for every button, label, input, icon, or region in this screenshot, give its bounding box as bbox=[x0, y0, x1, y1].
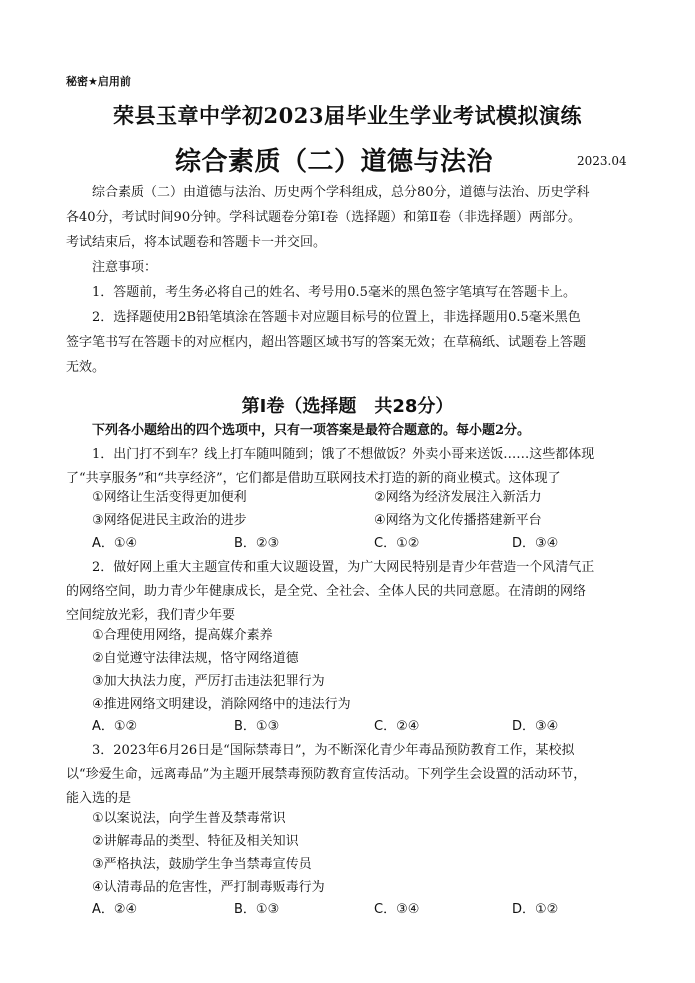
q2-option-d: D．③④ bbox=[512, 719, 559, 734]
note-2-line-2: 签字笔书写在答题卡的对应框内，超出答题区域书写的答案无效；在草稿纸、试题卷上答题 bbox=[66, 335, 587, 350]
q1-stem-line-2: 了“共享服务”和“共享经济”，它们都是借助互联网技术打造的新的商业模式。这体现了 bbox=[66, 471, 561, 486]
q1-statement-1: ①网络让生活变得更加便利 bbox=[92, 490, 247, 505]
intro-line-1: 综合素质（二）由道德与法治、历史两个学科组成，总分80分，道德与法治、历史学科 bbox=[92, 185, 590, 200]
q2-statement-2: ②自觉遵守法律法规，恪守网络道德 bbox=[92, 651, 299, 666]
exam-title: 荣县玉章中学初2023届毕业生学业考试模拟演练 bbox=[113, 103, 582, 128]
q2-option-c: C．②④ bbox=[374, 719, 420, 734]
q3-statement-3: ③严格执法，鼓励学生争当禁毒宣传员 bbox=[92, 857, 312, 872]
q1-option-b: B．②③ bbox=[234, 536, 280, 551]
q3-stem-line-3: 能入选的是 bbox=[66, 791, 132, 806]
q2-stem-line-1: 2．做好网上重大主题宣传和重大议题设置，为广大网民特别是青少年营造一个风清气正 bbox=[92, 560, 595, 575]
intro-line-2: 各40分，考试时间90分钟。学科试题卷分第Ⅰ卷（选择题）和第Ⅱ卷（非选择题）两部分。 bbox=[66, 210, 582, 225]
q3-statement-4: ④认清毒品的危害性，严打制毒贩毒行为 bbox=[92, 880, 325, 895]
q2-stem-line-3: 空间绽放光彩，我们青少年要 bbox=[66, 608, 236, 623]
q2-statement-3: ③加大执法力度，严厉打击违法犯罪行为 bbox=[92, 674, 325, 689]
notes-title: 注意事项： bbox=[92, 260, 158, 275]
q1-option-a: A．①④ bbox=[92, 536, 138, 551]
q1-statement-4: ④网络为文化传播搭建新平台 bbox=[374, 513, 542, 528]
q2-option-b: B．①③ bbox=[234, 719, 280, 734]
note-1: 1．答题前，考生务必将自己的姓名、考号用0.5毫米的黑色签字笔填写在答题卡上。 bbox=[92, 285, 576, 300]
intro-line-3: 考试结束后，将本试题卷和答题卡一并交回。 bbox=[66, 235, 327, 250]
confidential-mark: 秘密★启用前 bbox=[66, 75, 131, 88]
q3-stem-line-2: 以“珍爱生命，远离毒品”为主题开展禁毒预防教育宣传活动。下列学生会设置的活动环节， bbox=[66, 767, 587, 782]
note-2-line-1: 2．选择题使用2B铅笔填涂在答题卡对应题目标号的位置上，非选择题用0.5毫米黑色 bbox=[92, 310, 581, 325]
q2-option-a: A．①② bbox=[92, 719, 138, 734]
note-2-line-3: 无效。 bbox=[66, 360, 106, 375]
section-title: 第Ⅰ卷（选择题 共28分） bbox=[241, 396, 454, 417]
q3-option-a: A．②④ bbox=[92, 902, 138, 917]
q3-option-b: B．①③ bbox=[234, 902, 280, 917]
exam-subtitle: 综合素质（二）道德与法治 bbox=[175, 147, 494, 177]
q3-option-d: D．①② bbox=[512, 902, 559, 917]
exam-date: 2023.04 bbox=[577, 154, 627, 168]
q1-option-d: D．③④ bbox=[512, 536, 559, 551]
q1-statement-2: ②网络为经济发展注入新活力 bbox=[374, 490, 542, 505]
section-instruction: 下列各小题给出的四个选项中，只有一项答案是最符合题意的。每小题2分。 bbox=[92, 423, 531, 438]
q2-statement-4: ④推进网络文明建设，消除网络中的违法行为 bbox=[92, 697, 351, 712]
q1-statement-3: ③网络促进民主政治的进步 bbox=[92, 513, 247, 528]
q1-option-c: C．①② bbox=[374, 536, 420, 551]
q1-stem-line-1: 1．出门打不到车？线上打车随叫随到；饿了不想做饭？外卖小哥来送饭……这些都体现 bbox=[92, 447, 595, 462]
q3-option-c: C．③④ bbox=[374, 902, 420, 917]
q2-stem-line-2: 的网络空间，助力青少年健康成长，是全党、全社会、全体人民的共同意愿。在清朗的网络 bbox=[66, 584, 587, 599]
q3-statement-1: ①以案说法，向学生普及禁毒常识 bbox=[92, 811, 286, 826]
q2-statement-1: ①合理使用网络，提高媒介素养 bbox=[92, 628, 273, 643]
q3-statement-2: ②讲解毒品的类型、特征及相关知识 bbox=[92, 834, 299, 849]
q3-stem-line-1: 3．2023年6月26日是“国际禁毒日”，为不断深化青少年毒品预防教育工作，某校拟 bbox=[92, 743, 575, 758]
